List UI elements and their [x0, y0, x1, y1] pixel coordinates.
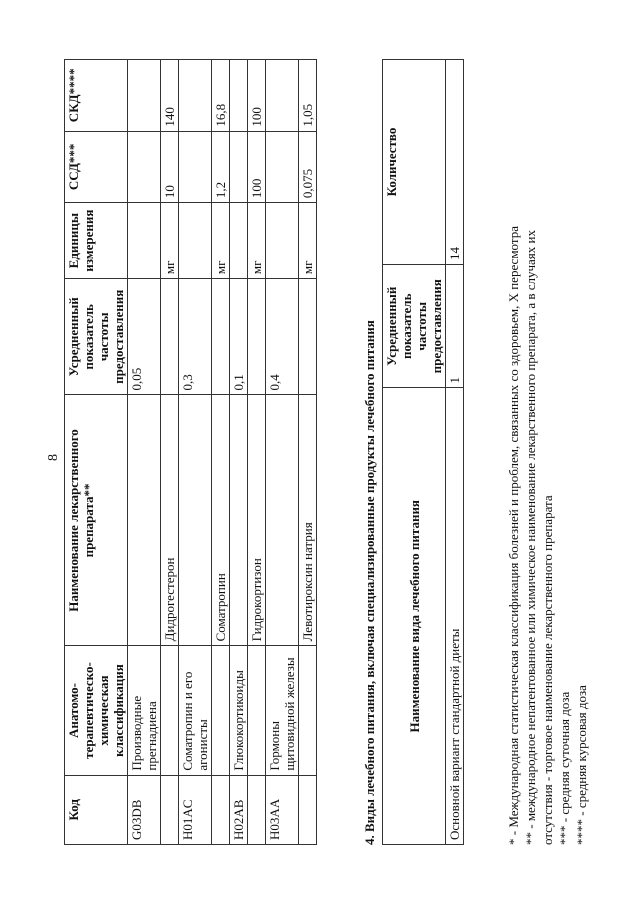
cell-code: G03DB — [128, 775, 161, 844]
cell-unit: мг — [212, 203, 230, 279]
header-code: Код — [65, 775, 128, 844]
cell-drug — [128, 395, 161, 646]
table-row — [212, 60, 230, 845]
drugs-table — [64, 59, 317, 845]
cell-unit: мг — [248, 203, 266, 279]
footnote-3: *** - средняя суточная доза — [557, 691, 572, 845]
cell-class: Глюкокортикоиды — [230, 646, 248, 775]
cell-skd: 140 — [161, 60, 179, 132]
cell-ssd: 10 — [161, 131, 179, 203]
cell-skd — [179, 60, 212, 132]
cell-skd — [128, 60, 161, 132]
cell-code: H03AA — [266, 775, 299, 844]
cell-ssd: 100 — [248, 131, 266, 203]
cell-drug: Дидрогестерон — [161, 395, 179, 646]
nutrition-cell-qty: 14 — [446, 60, 464, 265]
section-4-title: 4. Виды лечебного питания, включая специализированные продукты лечебного питания — [362, 320, 377, 845]
cell-skd: 1,05 — [299, 60, 317, 132]
cell-code — [161, 775, 179, 844]
cell-unit: мг — [161, 203, 179, 279]
cell-ssd — [128, 131, 161, 203]
footnote-2: ** - международное непатентованное или химическое наименование лекарственного препарата, а в случаях их — [523, 230, 538, 845]
cell-class — [212, 646, 230, 775]
cell-drug — [179, 395, 212, 646]
cell-drug — [230, 395, 248, 646]
cell-skd: 16,8 — [212, 60, 230, 132]
cell-freq: 0,3 — [179, 279, 212, 395]
cell-freq: 0,4 — [266, 279, 299, 395]
cell-freq: 0,1 — [230, 279, 248, 395]
table-row — [230, 60, 248, 845]
cell-ssd — [230, 131, 248, 203]
cell-ssd — [266, 131, 299, 203]
cell-ssd: 0,075 — [299, 131, 317, 203]
cell-drug: Соматропин — [212, 395, 230, 646]
cell-skd: 100 — [248, 60, 266, 132]
cell-unit — [128, 203, 161, 279]
cell-freq — [161, 279, 179, 395]
cell-unit — [266, 203, 299, 279]
footnote-2-cont: отсутствия - торговое наименование лекарственного препарата — [540, 495, 555, 845]
cell-code — [299, 775, 317, 844]
cell-unit — [179, 203, 212, 279]
cell-class — [248, 646, 266, 775]
header-ssd: ССД*** — [65, 131, 128, 203]
table-row — [161, 60, 179, 845]
nutrition-cell-freq: 1 — [446, 265, 464, 388]
cell-ssd: 1,2 — [212, 131, 230, 203]
cell-drug: Левотироксин натрия — [299, 395, 317, 646]
table-row — [179, 60, 212, 845]
header-frequency: Усредненный показатель частоты предоставления — [65, 279, 128, 395]
header-nutrition-name: Наименование вида лечебного питания — [383, 388, 446, 845]
footnotes — [505, 45, 590, 845]
cell-class: Соматропин и его агонисты — [179, 646, 212, 775]
footnote-4: **** - средняя курсовая доза — [574, 685, 589, 845]
header-drug-name: Наименование лекарственного препарата** — [65, 395, 128, 646]
cell-freq: 0,05 — [128, 279, 161, 395]
drugs-table-header-row — [65, 60, 128, 845]
table-row — [299, 60, 317, 845]
cell-freq — [212, 279, 230, 395]
cell-drug — [266, 395, 299, 646]
cell-class — [161, 646, 179, 775]
header-unit: Единицы измерения — [65, 203, 128, 279]
header-atc-class: Анатомо-терапевтическо-химическая классификация — [65, 646, 128, 775]
cell-code: H01AC — [179, 775, 212, 844]
table-row — [266, 60, 299, 845]
cell-ssd — [179, 131, 212, 203]
cell-code: H02AB — [230, 775, 248, 844]
table-row — [128, 60, 161, 845]
nutrition-cell-name: Основной вариант стандартной диеты — [446, 388, 464, 845]
cell-code — [212, 775, 230, 844]
cell-class: Производные прегнадиена — [128, 646, 161, 775]
nutrition-table-header-row — [383, 60, 446, 845]
cell-drug: Гидрокортизон — [248, 395, 266, 646]
nutrition-table — [382, 59, 464, 845]
cell-unit: мг — [299, 203, 317, 279]
cell-unit — [230, 203, 248, 279]
footnote-1: * - Международная статистическая классификация болезней и проблем, связанных со здоровьем, X пересмотра — [506, 226, 521, 845]
cell-skd — [230, 60, 248, 132]
table-row — [446, 60, 464, 845]
cell-freq — [299, 279, 317, 395]
header-skd: СКД**** — [65, 60, 128, 132]
cell-skd — [266, 60, 299, 132]
header-nutrition-quantity: Количество — [383, 60, 446, 265]
cell-class — [299, 646, 317, 775]
header-nutrition-frequency: Усредненный показатель частоты предоставления — [383, 265, 446, 388]
page-number: 8 — [46, 454, 61, 461]
cell-code — [248, 775, 266, 844]
table-row — [248, 60, 266, 845]
cell-freq — [248, 279, 266, 395]
cell-class: Гормоны щитовидной железы — [266, 646, 299, 775]
